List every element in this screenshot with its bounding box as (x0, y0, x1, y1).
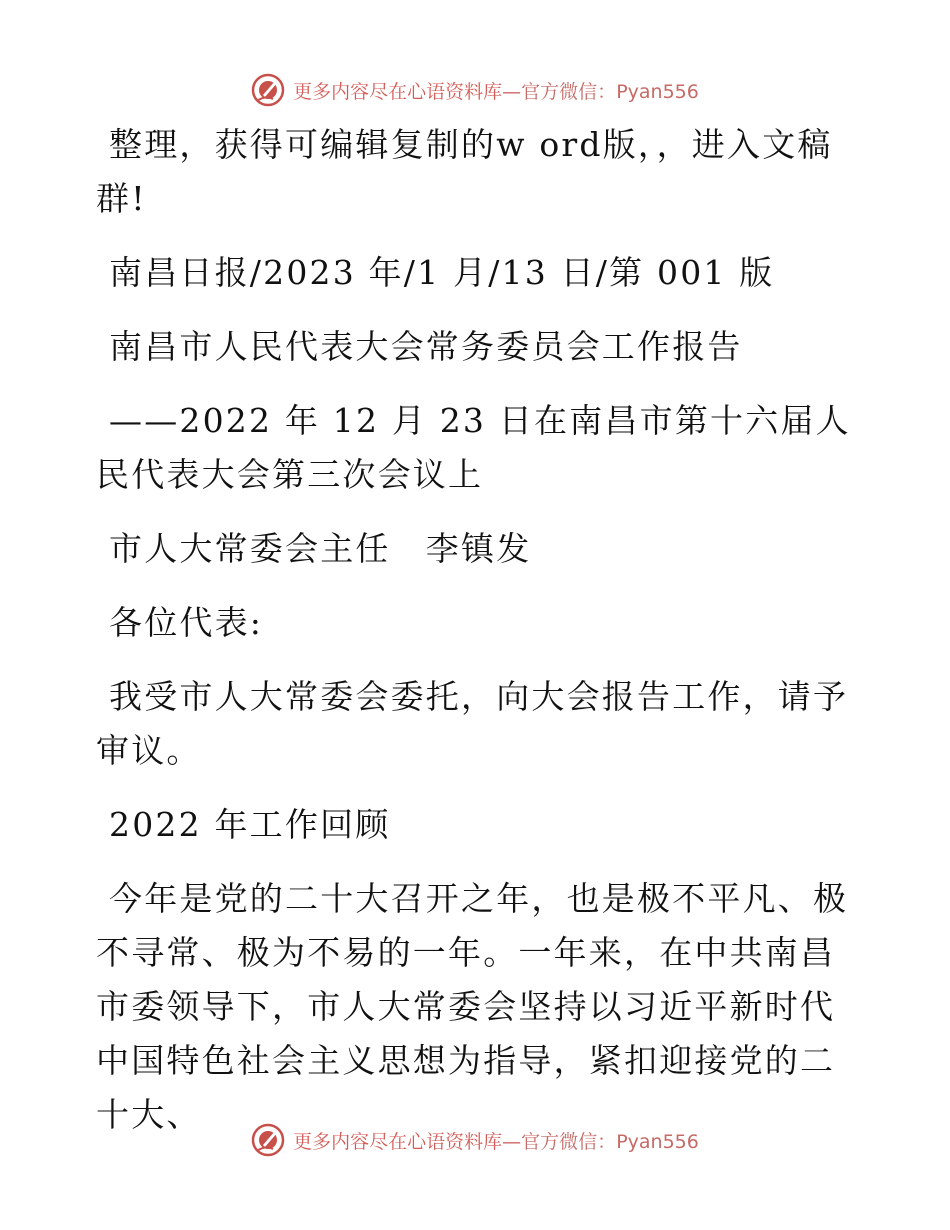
body-paragraph: 今年是党的二十大召开之年，也是极不平凡、极不寻常、极为不易的一年。一年来，在中共南昌市委领导下，市人大常委会坚持以习近平新时代中国特色社会主义思想为指导，紧扣迎接党的二十大、 (96, 879, 849, 1134)
salutation: 各位代表: (109, 603, 264, 642)
header-watermark (0, 70, 950, 110)
footer-watermark (0, 1120, 950, 1160)
opening-paragraph: 我受市人大常委会委托，向大会报告工作，请予审议。 (96, 677, 849, 770)
pen-logo-icon (251, 1123, 285, 1157)
watermark-account: Pyan556 (616, 1130, 699, 1153)
watermark-account: Pyan556 (616, 80, 699, 103)
watermark-main: 更多内容尽在心语资料库 (293, 80, 503, 103)
watermark-text (293, 1127, 699, 1154)
watermark-text (293, 77, 699, 104)
section-heading: 2022 年工作回顾 (109, 805, 391, 844)
watermark-sub: 官方微信： (521, 80, 617, 103)
watermark-main: 更多内容尽在心语资料库 (293, 1130, 503, 1153)
watermark-separator: — (502, 1130, 522, 1153)
pen-logo-icon (251, 73, 285, 107)
watermark-separator: — (502, 80, 522, 103)
watermark-sub: 官方微信： (521, 1130, 617, 1153)
document-title: 南昌市人民代表大会常务委员会工作报告 (109, 327, 743, 366)
source-line: 南昌日报/2023 年/1 月/13 日/第 001 版 (109, 253, 775, 292)
intro-line: 整理，获得可编辑复制的w ord版，，进入文稿群! (96, 125, 833, 218)
document-body (96, 118, 856, 1162)
author-line: 市人大常委会主任 李镇发 (109, 529, 532, 568)
document-subtitle: ——2022 年 12 月 23 日在南昌市第十六届人民代表大会第三次会议上 (96, 401, 851, 494)
